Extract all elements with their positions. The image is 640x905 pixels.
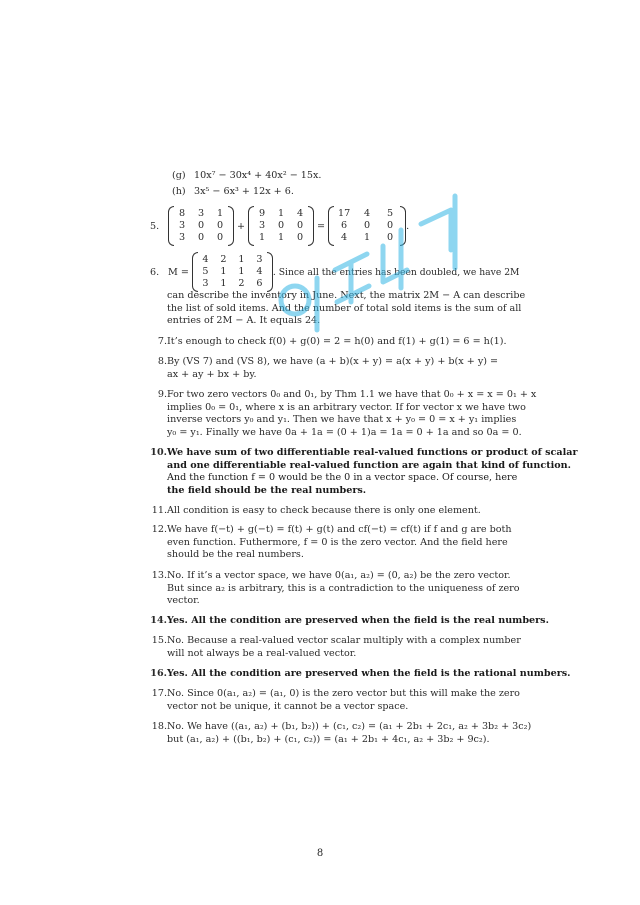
text-fragment: 4: [364, 208, 371, 219]
text-fragment: 16.: [150, 668, 167, 679]
text-fragment: but (a₁, a₂) + ((b₁, b₂) + (c₁, c₂)) = (a₁ + 2b₁ + 4c₁, a₂ + 3b₂ + 9c₂).: [167, 733, 490, 745]
text-fragment: 15.: [151, 635, 167, 646]
text-fragment: 9.: [157, 389, 167, 400]
text-fragment: . Since all the entries has been doubled, we have 2M: [272, 266, 520, 278]
watermark-stroke: [335, 254, 369, 302]
text-fragment: 0: [277, 220, 285, 231]
text-fragment: It’s enough to check f(0) + g(0) = 2 = h(0) and f(1) + g(1) = 6 = h(1).: [167, 336, 507, 347]
text-fragment: 4: [256, 266, 263, 277]
text-fragment: 1: [364, 232, 371, 243]
plus-sign: +: [237, 220, 246, 232]
item-g-label: (g): [172, 170, 186, 181]
text-fragment: 13.: [151, 570, 167, 581]
text-fragment: inverse vectors y₀ and y₁. Then we have that x + y₀ = 0 = x + y₁ implies: [167, 414, 517, 426]
text-fragment: 17.: [151, 688, 167, 699]
text-fragment: 1: [220, 266, 227, 277]
text-fragment: Yes. All the condition are preserved when the field is the rational numbers.: [167, 668, 571, 679]
text-fragment: But since a₂ is arbitrary, this is a contradiction to the uniqueness of zero: [167, 582, 520, 594]
text-fragment: 4: [296, 208, 304, 219]
text-fragment: 0: [296, 232, 304, 243]
item-g-text: 10x⁷ − 30x⁴ + 40x² − 15x.: [194, 170, 322, 181]
text-fragment: implies 0₀ = 0₁, where x is an arbitrary vector. If for vector x we have two: [167, 401, 526, 413]
text-fragment: No. We have ((a₁, a₂) + (b₁, b₂)) + (c₁, c₂) = (a₁ + 2b₁ + 2c₁, a₂ + 3b₂ + 3c₂): [167, 721, 532, 732]
text-fragment: For two zero vectors 0₀ and 0₁, by Thm 1.1 we have that 0₀ + x = x = 0₁ + x: [167, 389, 537, 400]
text-fragment: 1: [220, 278, 227, 289]
text-fragment: ax + ay + bx + by.: [167, 368, 257, 380]
text-fragment: 14.: [150, 615, 167, 626]
text-fragment: 0: [387, 232, 394, 243]
text-fragment: vector.: [167, 595, 200, 607]
text-fragment: M =: [168, 266, 189, 278]
text-fragment: entries of 2M − A. It equals 24.: [167, 315, 321, 327]
text-fragment: 0: [387, 220, 394, 231]
item-h-text: 3x⁵ − 6x³ + 12x + 6.: [194, 186, 294, 197]
watermark-stroke: [281, 286, 309, 314]
item-5-number: 5.: [150, 220, 160, 232]
text-fragment: should be the real numbers.: [167, 549, 304, 561]
text-fragment: 1: [258, 232, 266, 243]
text-fragment: No. If it’s a vector space, we have 0(a₁, a₂) = (0, a₂) be the zero vector.: [167, 570, 511, 581]
text-fragment: 7.: [157, 336, 167, 347]
text-fragment: 3: [197, 208, 205, 219]
text-fragment: will not always be a real-valued vector.: [167, 647, 357, 659]
text-fragment: 1: [277, 232, 285, 243]
text-fragment: 1: [238, 254, 245, 265]
text-fragment: 6: [256, 278, 263, 289]
text-fragment: 12.: [151, 524, 167, 535]
text-fragment: y₀ = y₁. Finally we have 0a + 1a = (0 + 1)a = 1a = 0 + 1a and so 0a = 0.: [167, 426, 522, 438]
text-fragment: 5: [387, 208, 394, 219]
text-fragment: the field should be the real numbers.: [167, 484, 367, 496]
text-fragment: 10.: [150, 447, 167, 458]
item-g: [172, 170, 321, 181]
text-fragment: and one differentiable real-valued function are again that kind of function.: [167, 459, 571, 471]
text-fragment: 0: [216, 232, 224, 243]
text-fragment: 18.: [151, 721, 167, 732]
text-fragment: 6: [341, 220, 348, 231]
text-fragment: 4: [202, 254, 209, 265]
text-fragment: vector not be unique, it cannot be a vector space.: [167, 700, 409, 712]
text-fragment: .: [406, 220, 410, 232]
text-fragment: even function. Futhermore, f = 0 is the zero vector. And the field here: [167, 536, 508, 548]
text-fragment: 0: [197, 232, 205, 243]
text-fragment: 3: [178, 220, 186, 231]
text-fragment: 0: [296, 220, 304, 231]
text-fragment: 8: [178, 208, 186, 219]
text-fragment: 3: [202, 278, 209, 289]
watermark-stroke: [421, 196, 455, 268]
text-fragment: And the function f = 0 would be the 0 in a vector space. Of course, here: [167, 472, 518, 484]
text-fragment: 5: [202, 266, 209, 277]
text-fragment: can describe the inventory in June. Next, the matrix 2M − A can describe: [167, 290, 526, 301]
text-fragment: 17: [337, 208, 351, 219]
text-fragment: 0: [216, 220, 224, 231]
item-h-label: (h): [172, 186, 186, 197]
text-fragment: 0: [197, 220, 205, 231]
text-fragment: 0: [364, 220, 371, 231]
text-fragment: 1: [277, 208, 285, 219]
text-fragment: 3: [258, 220, 266, 231]
watermark-stroke: [383, 230, 407, 288]
matrix-a: [168, 206, 234, 246]
page-number: 8: [316, 848, 324, 859]
text-fragment: No. Since 0(a₁, a₂) = (a₁, 0) is the zero vector but this will make the zero: [167, 688, 520, 699]
text-fragment: All condition is easy to check because there is only one element.: [167, 505, 481, 516]
text-fragment: 1: [238, 266, 245, 277]
text-fragment: Yes. All the condition are preserved when the field is the real numbers.: [167, 615, 549, 626]
watermark-stamp: [255, 190, 475, 340]
text-fragment: By (VS 7) and (VS 8), we have (a + b)(x + y) = a(x + y) + b(x + y) =: [167, 356, 499, 367]
text-fragment: 3: [256, 254, 263, 265]
item-6-number: 6.: [150, 266, 160, 278]
text-fragment: 3: [178, 232, 186, 243]
text-fragment: We have f(−t) + g(−t) = f(t) + g(t) and cf(−t) = cf(t) if f and g are both: [167, 524, 512, 535]
text-fragment: 2: [238, 278, 245, 289]
text-fragment: We have sum of two differentiable real-valued functions or product of scalar: [167, 447, 578, 458]
text-fragment: No. Because a real-valued vector scalar multiply with a complex number: [167, 635, 521, 646]
text-fragment: the list of sold items. And the number of total sold items is the sum of all: [167, 302, 522, 314]
text-fragment: 2: [220, 254, 227, 265]
text-fragment: 8.: [157, 356, 167, 367]
text-fragment: 9: [258, 208, 266, 219]
equals-sign: =: [317, 220, 326, 232]
text-fragment: 4: [341, 232, 348, 243]
text-fragment: 1: [216, 208, 224, 219]
text-fragment: 11.: [151, 505, 167, 516]
